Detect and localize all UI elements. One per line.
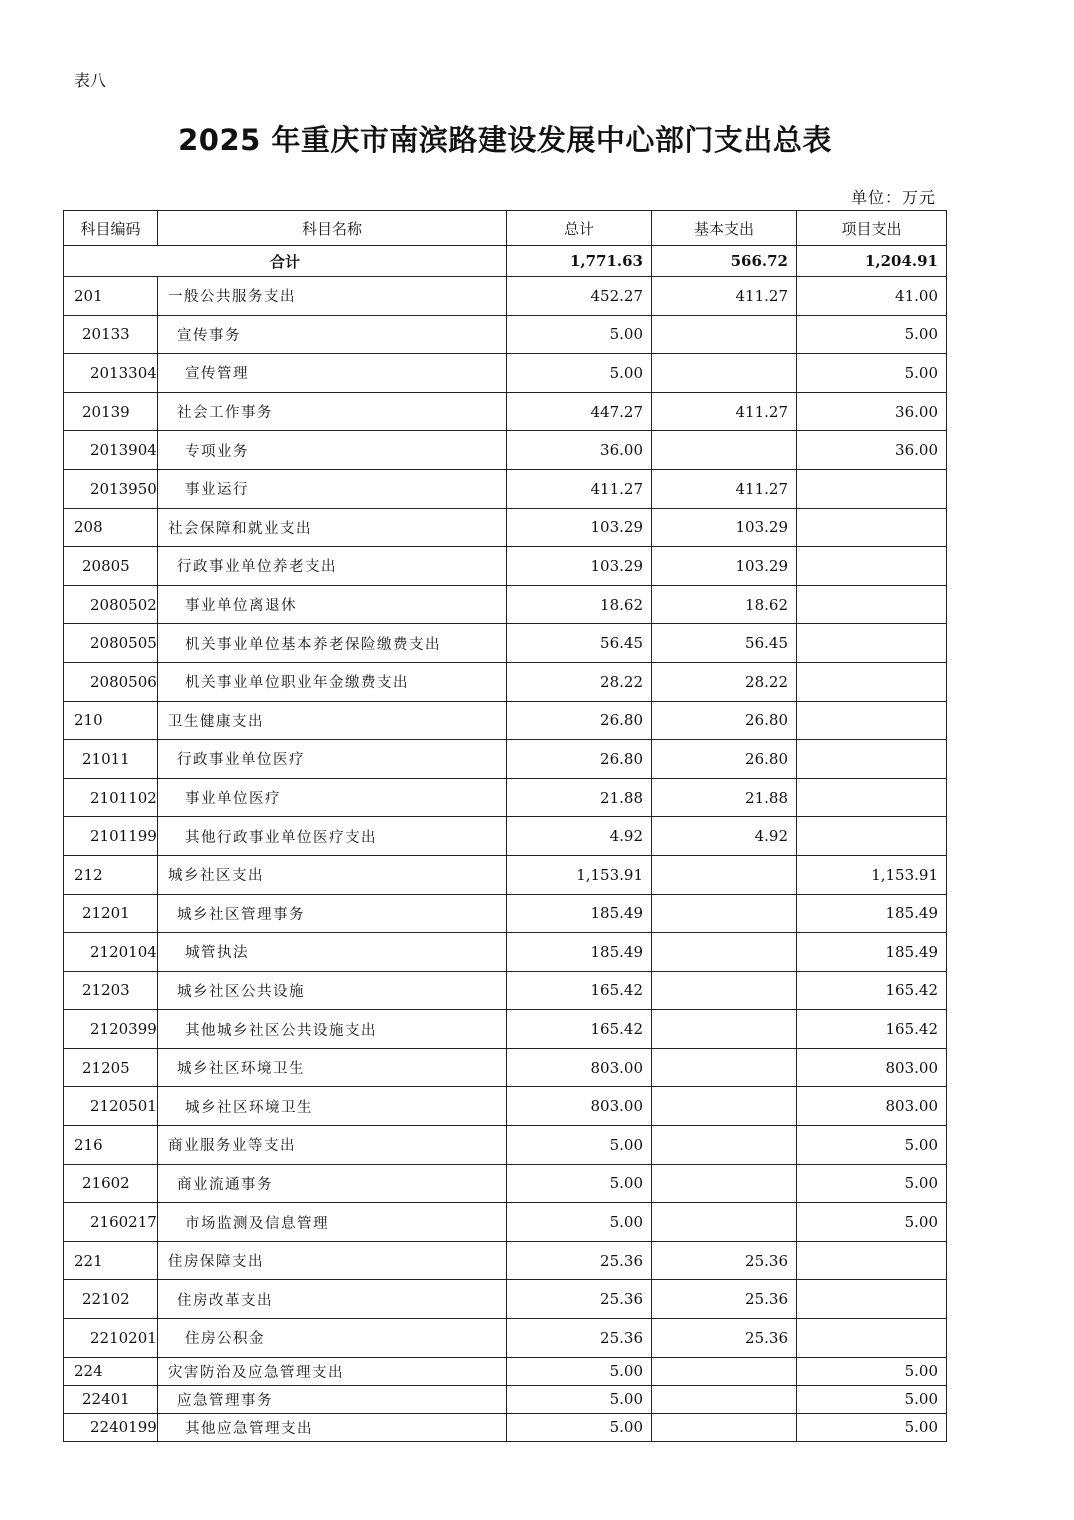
row-total: 5.00 bbox=[507, 315, 652, 354]
row-total: 28.22 bbox=[507, 662, 652, 701]
row-basic: 56.45 bbox=[652, 624, 797, 663]
row-total: 185.49 bbox=[507, 933, 652, 972]
row-total: 103.29 bbox=[507, 508, 652, 547]
row-code: 2240199 bbox=[64, 1413, 158, 1441]
row-project: 803.00 bbox=[797, 1048, 947, 1087]
table-row bbox=[64, 971, 947, 1010]
row-project bbox=[797, 662, 947, 701]
header-code: 科目编码 bbox=[64, 211, 158, 246]
row-project: 5.00 bbox=[797, 1385, 947, 1413]
row-name: 卫生健康支出 bbox=[158, 701, 507, 740]
row-code: 212 bbox=[64, 855, 158, 894]
row-code: 2080505 bbox=[64, 624, 158, 663]
row-total: 26.80 bbox=[507, 701, 652, 740]
row-name: 机关事业单位基本养老保险缴费支出 bbox=[158, 624, 507, 663]
row-basic bbox=[652, 315, 797, 354]
table-row bbox=[64, 778, 947, 817]
row-project: 165.42 bbox=[797, 1010, 947, 1049]
table-row bbox=[64, 740, 947, 779]
table-label: 表八 bbox=[74, 71, 107, 90]
row-project: 165.42 bbox=[797, 971, 947, 1010]
row-name: 其他城乡社区公共设施支出 bbox=[158, 1010, 507, 1049]
table-row bbox=[64, 1385, 947, 1413]
row-basic: 25.36 bbox=[652, 1241, 797, 1280]
row-code: 2080502 bbox=[64, 585, 158, 624]
header-project: 项目支出 bbox=[797, 211, 947, 246]
table-row bbox=[64, 1164, 947, 1203]
row-code: 22401 bbox=[64, 1385, 158, 1413]
row-code: 221 bbox=[64, 1241, 158, 1280]
row-basic bbox=[652, 1010, 797, 1049]
row-project: 41.00 bbox=[797, 277, 947, 316]
row-basic bbox=[652, 1357, 797, 1385]
row-project bbox=[797, 701, 947, 740]
row-project: 5.00 bbox=[797, 1413, 947, 1441]
row-name: 城乡社区管理事务 bbox=[158, 894, 507, 933]
row-total: 1,153.91 bbox=[507, 855, 652, 894]
table-row bbox=[64, 431, 947, 470]
table-row bbox=[64, 277, 947, 316]
table-row bbox=[64, 392, 947, 431]
table-row bbox=[64, 315, 947, 354]
row-name: 商业服务业等支出 bbox=[158, 1126, 507, 1165]
row-name: 灾害防治及应急管理支出 bbox=[158, 1357, 507, 1385]
table-row bbox=[64, 701, 947, 740]
row-name: 社会工作事务 bbox=[158, 392, 507, 431]
table-row bbox=[64, 469, 947, 508]
row-basic: 26.80 bbox=[652, 740, 797, 779]
table-row bbox=[64, 1203, 947, 1242]
row-name: 应急管理事务 bbox=[158, 1385, 507, 1413]
row-code: 2101102 bbox=[64, 778, 158, 817]
row-code: 21203 bbox=[64, 971, 158, 1010]
row-basic bbox=[652, 1413, 797, 1441]
row-code: 2120399 bbox=[64, 1010, 158, 1049]
row-basic: 26.80 bbox=[652, 701, 797, 740]
row-total: 165.42 bbox=[507, 1010, 652, 1049]
header-total: 总计 bbox=[507, 211, 652, 246]
total-total: 1,771.63 bbox=[507, 246, 652, 277]
row-project: 185.49 bbox=[797, 933, 947, 972]
total-label: 合计 bbox=[64, 246, 507, 277]
total-basic: 566.72 bbox=[652, 246, 797, 277]
row-total: 4.92 bbox=[507, 817, 652, 856]
row-project: 5.00 bbox=[797, 1164, 947, 1203]
row-name: 市场监测及信息管理 bbox=[158, 1203, 507, 1242]
row-name: 商业流通事务 bbox=[158, 1164, 507, 1203]
row-basic: 103.29 bbox=[652, 508, 797, 547]
row-project: 5.00 bbox=[797, 1126, 947, 1165]
row-code: 2120501 bbox=[64, 1087, 158, 1126]
row-basic bbox=[652, 855, 797, 894]
row-code: 201 bbox=[64, 277, 158, 316]
row-basic bbox=[652, 354, 797, 393]
row-basic: 25.36 bbox=[652, 1280, 797, 1319]
row-total: 56.45 bbox=[507, 624, 652, 663]
header-basic: 基本支出 bbox=[652, 211, 797, 246]
table-row bbox=[64, 585, 947, 624]
row-name: 宣传事务 bbox=[158, 315, 507, 354]
row-basic: 411.27 bbox=[652, 392, 797, 431]
row-project bbox=[797, 585, 947, 624]
row-total: 5.00 bbox=[507, 354, 652, 393]
row-total: 447.27 bbox=[507, 392, 652, 431]
row-basic bbox=[652, 431, 797, 470]
row-code: 21602 bbox=[64, 1164, 158, 1203]
row-project bbox=[797, 469, 947, 508]
row-project: 185.49 bbox=[797, 894, 947, 933]
table-row bbox=[64, 1087, 947, 1126]
row-basic: 18.62 bbox=[652, 585, 797, 624]
row-name: 机关事业单位职业年金缴费支出 bbox=[158, 662, 507, 701]
row-name: 事业单位医疗 bbox=[158, 778, 507, 817]
row-basic: 103.29 bbox=[652, 547, 797, 586]
row-basic: 25.36 bbox=[652, 1319, 797, 1358]
row-name: 住房公积金 bbox=[158, 1319, 507, 1358]
row-total: 25.36 bbox=[507, 1280, 652, 1319]
row-name: 宣传管理 bbox=[158, 354, 507, 393]
table-row bbox=[64, 1241, 947, 1280]
row-name: 住房保障支出 bbox=[158, 1241, 507, 1280]
header-row bbox=[64, 211, 947, 246]
row-basic bbox=[652, 1164, 797, 1203]
row-project bbox=[797, 1319, 947, 1358]
row-total: 411.27 bbox=[507, 469, 652, 508]
row-basic bbox=[652, 1087, 797, 1126]
row-code: 2013304 bbox=[64, 354, 158, 393]
expenditure-table bbox=[63, 210, 947, 1442]
row-total: 5.00 bbox=[507, 1164, 652, 1203]
table-row bbox=[64, 817, 947, 856]
row-code: 2160217 bbox=[64, 1203, 158, 1242]
row-name: 社会保障和就业支出 bbox=[158, 508, 507, 547]
row-total: 165.42 bbox=[507, 971, 652, 1010]
row-name: 住房改革支出 bbox=[158, 1280, 507, 1319]
row-project bbox=[797, 508, 947, 547]
row-basic bbox=[652, 1385, 797, 1413]
table-row bbox=[64, 662, 947, 701]
row-name: 专项业务 bbox=[158, 431, 507, 470]
row-project bbox=[797, 547, 947, 586]
row-code: 2210201 bbox=[64, 1319, 158, 1358]
row-total: 25.36 bbox=[507, 1319, 652, 1358]
row-total: 5.00 bbox=[507, 1126, 652, 1165]
row-code: 22102 bbox=[64, 1280, 158, 1319]
row-basic: 411.27 bbox=[652, 277, 797, 316]
row-name: 其他行政事业单位医疗支出 bbox=[158, 817, 507, 856]
row-name: 一般公共服务支出 bbox=[158, 277, 507, 316]
table-row bbox=[64, 354, 947, 393]
row-project bbox=[797, 1241, 947, 1280]
table-row bbox=[64, 624, 947, 663]
table-row bbox=[64, 1048, 947, 1087]
row-total: 18.62 bbox=[507, 585, 652, 624]
total-project: 1,204.91 bbox=[797, 246, 947, 277]
row-total: 5.00 bbox=[507, 1385, 652, 1413]
row-code: 224 bbox=[64, 1357, 158, 1385]
unit-label: 单位：万元 bbox=[850, 188, 936, 207]
total-row bbox=[64, 246, 947, 277]
row-name: 城乡社区公共设施 bbox=[158, 971, 507, 1010]
row-project: 803.00 bbox=[797, 1087, 947, 1126]
row-code: 2013950 bbox=[64, 469, 158, 508]
row-code: 210 bbox=[64, 701, 158, 740]
row-project: 36.00 bbox=[797, 392, 947, 431]
row-project bbox=[797, 1280, 947, 1319]
row-project: 5.00 bbox=[797, 354, 947, 393]
row-project bbox=[797, 778, 947, 817]
row-basic: 21.88 bbox=[652, 778, 797, 817]
row-basic bbox=[652, 1048, 797, 1087]
row-project bbox=[797, 817, 947, 856]
row-name: 城乡社区环境卫生 bbox=[158, 1048, 507, 1087]
row-project bbox=[797, 740, 947, 779]
row-basic: 4.92 bbox=[652, 817, 797, 856]
row-total: 26.80 bbox=[507, 740, 652, 779]
row-total: 103.29 bbox=[507, 547, 652, 586]
row-basic bbox=[652, 894, 797, 933]
row-name: 其他应急管理支出 bbox=[158, 1413, 507, 1441]
row-code: 2120104 bbox=[64, 933, 158, 972]
row-project: 36.00 bbox=[797, 431, 947, 470]
row-code: 2013904 bbox=[64, 431, 158, 470]
row-name: 事业运行 bbox=[158, 469, 507, 508]
row-total: 185.49 bbox=[507, 894, 652, 933]
table-row bbox=[64, 1413, 947, 1441]
row-basic: 28.22 bbox=[652, 662, 797, 701]
row-code: 2101199 bbox=[64, 817, 158, 856]
header-name: 科目名称 bbox=[158, 211, 507, 246]
table-row bbox=[64, 1280, 947, 1319]
row-total: 803.00 bbox=[507, 1087, 652, 1126]
row-total: 5.00 bbox=[507, 1203, 652, 1242]
row-project bbox=[797, 624, 947, 663]
row-basic: 411.27 bbox=[652, 469, 797, 508]
page-title: 2025 年重庆市南滨路建设发展中心部门支出总表 bbox=[178, 123, 832, 157]
table-row bbox=[64, 1319, 947, 1358]
row-name: 城管执法 bbox=[158, 933, 507, 972]
row-code: 2080506 bbox=[64, 662, 158, 701]
row-project: 1,153.91 bbox=[797, 855, 947, 894]
row-project: 5.00 bbox=[797, 1203, 947, 1242]
row-code: 20805 bbox=[64, 547, 158, 586]
row-total: 803.00 bbox=[507, 1048, 652, 1087]
table-row bbox=[64, 1357, 947, 1385]
row-code: 20133 bbox=[64, 315, 158, 354]
row-name: 城乡社区支出 bbox=[158, 855, 507, 894]
row-name: 事业单位离退休 bbox=[158, 585, 507, 624]
row-basic bbox=[652, 1203, 797, 1242]
table-row bbox=[64, 547, 947, 586]
row-code: 21205 bbox=[64, 1048, 158, 1087]
row-name: 行政事业单位医疗 bbox=[158, 740, 507, 779]
row-total: 25.36 bbox=[507, 1241, 652, 1280]
row-total: 5.00 bbox=[507, 1357, 652, 1385]
table-row bbox=[64, 855, 947, 894]
table-row bbox=[64, 894, 947, 933]
row-code: 20139 bbox=[64, 392, 158, 431]
row-code: 21201 bbox=[64, 894, 158, 933]
row-project: 5.00 bbox=[797, 315, 947, 354]
row-code: 216 bbox=[64, 1126, 158, 1165]
row-basic bbox=[652, 971, 797, 1010]
row-total: 36.00 bbox=[507, 431, 652, 470]
row-basic bbox=[652, 1126, 797, 1165]
row-project: 5.00 bbox=[797, 1357, 947, 1385]
table-row bbox=[64, 1126, 947, 1165]
table-row bbox=[64, 508, 947, 547]
row-total: 5.00 bbox=[507, 1413, 652, 1441]
table-row bbox=[64, 933, 947, 972]
row-code: 21011 bbox=[64, 740, 158, 779]
row-total: 21.88 bbox=[507, 778, 652, 817]
row-name: 城乡社区环境卫生 bbox=[158, 1087, 507, 1126]
row-basic bbox=[652, 933, 797, 972]
table-row bbox=[64, 1010, 947, 1049]
row-name: 行政事业单位养老支出 bbox=[158, 547, 507, 586]
row-code: 208 bbox=[64, 508, 158, 547]
row-total: 452.27 bbox=[507, 277, 652, 316]
